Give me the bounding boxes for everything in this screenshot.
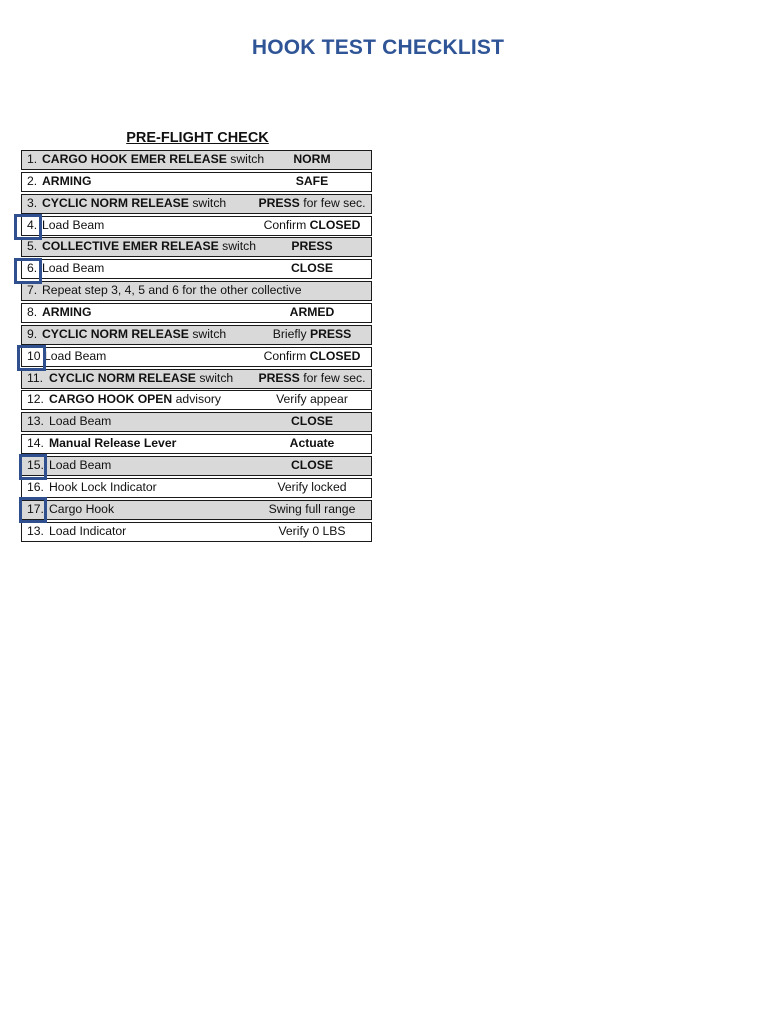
checklist-row — [21, 303, 372, 323]
section-title: PRE-FLIGHT CHECK — [126, 130, 269, 146]
checklist-row — [21, 281, 372, 301]
step-label: Manual Release Lever — [49, 436, 177, 451]
step-label: Load Beam — [49, 414, 112, 429]
step-action: Verify 0 LBS — [278, 523, 346, 538]
step-action: Confirm CLOSED — [263, 217, 361, 232]
checklist-row — [21, 172, 372, 192]
step-action: ARMED — [289, 305, 335, 320]
step-label: Load Beam — [44, 348, 107, 363]
step-number: 2. — [27, 173, 38, 188]
step-number: 5. — [27, 239, 38, 254]
step-number: 13. — [27, 414, 44, 429]
checklist-row — [21, 347, 372, 367]
step-number: 7. — [27, 283, 38, 298]
step-action: Verify locked — [277, 479, 347, 494]
step-number: 13. — [27, 523, 44, 538]
step-number: 1. — [27, 152, 38, 166]
highlight-box-step-4 — [14, 214, 42, 240]
step-number: 6. — [27, 261, 38, 276]
step-label: COLLECTIVE EMER RELEASE switch — [42, 239, 256, 254]
step-label: CYCLIC NORM RELEASE switch — [49, 370, 234, 385]
checklist-row — [21, 259, 372, 279]
step-label: CYCLIC NORM RELEASE switch — [42, 326, 227, 341]
step-label: CYCLIC NORM RELEASE switch — [42, 195, 227, 210]
step-number: 15. — [27, 458, 44, 473]
step-number: 11. — [27, 370, 44, 385]
step-action: PRESS for few sec. — [258, 195, 366, 210]
step-action: CLOSE — [291, 261, 333, 276]
step-number: 14. — [27, 436, 44, 451]
step-label: CARGO HOOK EMER RELEASE switch — [42, 152, 265, 166]
checklist-row — [21, 478, 372, 498]
step-number: 17. — [27, 501, 44, 516]
step-number: 3. — [27, 195, 38, 210]
checklist-row — [21, 216, 372, 236]
checklist-row — [21, 456, 372, 476]
step-action: Briefly PRESS — [272, 326, 352, 341]
step-action: NORM — [293, 152, 331, 166]
checklist-row — [21, 522, 372, 542]
checklist-row — [21, 194, 372, 214]
step-label: Cargo Hook — [49, 501, 115, 516]
step-number: 8. — [27, 305, 38, 320]
step-label: Load Indicator — [49, 523, 127, 538]
checklist-row — [21, 150, 372, 170]
highlight-box-step-6 — [14, 258, 42, 284]
step-label: Load Beam — [49, 458, 112, 473]
checklist-row — [21, 390, 372, 410]
highlight-box-step-17 — [19, 497, 47, 523]
step-action: Confirm CLOSED — [263, 348, 361, 363]
page-title: HOOK TEST CHECKLIST — [251, 36, 505, 59]
step-action: CLOSE — [291, 458, 333, 473]
step-action: Verify appear — [276, 392, 348, 407]
step-number: 16. — [27, 479, 44, 494]
step-action: Actuate — [289, 436, 335, 451]
checklist-row — [21, 412, 372, 432]
step-number: 9. — [27, 326, 38, 341]
highlight-box-step-10 — [17, 345, 46, 371]
step-number: 12. — [27, 392, 44, 407]
step-label: Hook Lock Indicator — [49, 479, 157, 494]
checklist-row — [21, 325, 372, 345]
checklist-row — [21, 434, 372, 454]
step-number: 10 — [27, 348, 41, 363]
highlight-box-step-15 — [19, 454, 47, 480]
step-label: Repeat step 3, 4, 5 and 6 for the other collective — [42, 283, 302, 298]
step-action: SAFE — [295, 173, 329, 188]
step-action: PRESS — [291, 239, 333, 254]
checklist-row — [21, 369, 372, 389]
step-action: CLOSE — [291, 414, 333, 429]
checklist-row — [21, 500, 372, 520]
step-label: ARMING — [42, 305, 92, 320]
step-action: Swing full range — [268, 501, 356, 516]
step-label: ARMING — [42, 173, 92, 188]
step-action: PRESS for few sec. — [258, 370, 366, 385]
step-label: Load Beam — [42, 217, 105, 232]
checklist-table — [21, 150, 372, 543]
checklist-row — [21, 237, 372, 257]
step-number: 4. — [27, 217, 38, 232]
step-label: Load Beam — [42, 261, 105, 276]
step-label: CARGO HOOK OPEN advisory — [49, 392, 222, 407]
